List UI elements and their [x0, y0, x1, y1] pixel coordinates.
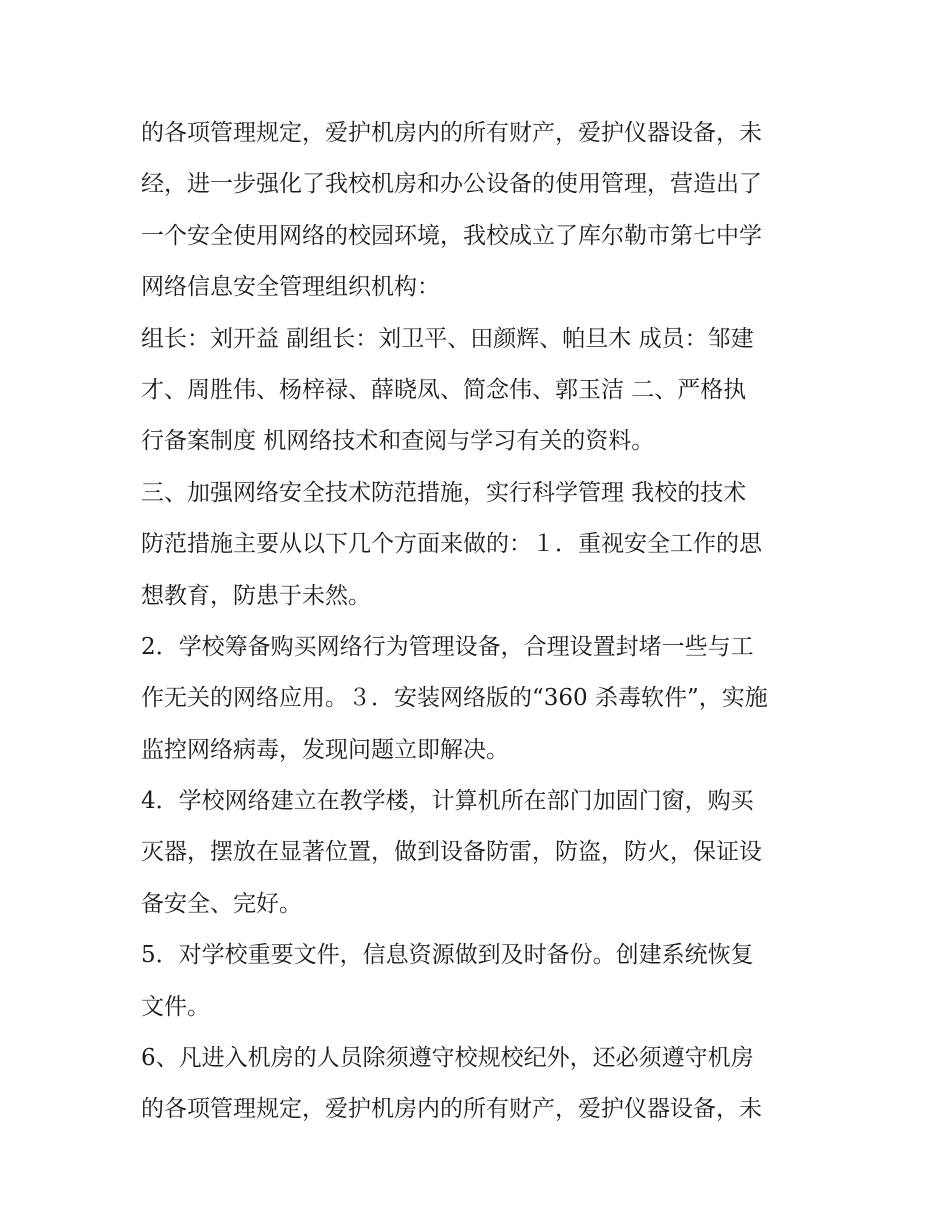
- text-line: 组长：刘开益 副组长：刘卫平、田颜辉、帕旦木 成员：邹建: [141, 325, 754, 352]
- document-body: [141, 108, 821, 1136]
- text-line: 备安全、完好。: [141, 890, 302, 917]
- text-line: 网络信息安全管理组织机构：: [141, 274, 440, 301]
- text-line: 三、加强网络安全技术防范措施，实行科学管理 我校的技术: [141, 479, 747, 506]
- text-line: 的各项管理规定，爱护机房内的所有财产，爱护仪器设备，未: [141, 1096, 762, 1123]
- text-line: 想教育，防患于未然。: [141, 582, 371, 609]
- text-line: 的各项管理规定，爱护机房内的所有财产，爱护仪器设备，未: [141, 120, 762, 146]
- text-line: 6、凡进入机房的人员除须遵守校规校纪外，还必须遵守机房: [141, 1045, 754, 1072]
- text-line: 一个安全使用网络的校园环境，我校成立了库尔勒市第七中学: [141, 222, 762, 249]
- text-line: 2．学校筹备购买网络行为管理设备，合理设置封堵一些与工: [141, 633, 754, 660]
- text-line: 灭器，摆放在显著位置，做到设备防雷，防盗，防火，保证设: [141, 839, 762, 866]
- text-line: 5．对学校重要文件，信息资源做到及时备份。创建系统恢复: [141, 942, 754, 969]
- text-line: 文件。: [141, 993, 210, 1020]
- text-line: 防范措施主要从以下几个方面来做的：１．重视安全工作的思: [141, 531, 762, 558]
- text-line: 作无关的网络应用。３．安装网络版的“360 杀毒软件”，实施: [141, 685, 768, 712]
- text-line: 经，进一步强化了我校机房和办公设备的使用管理，营造出了: [141, 171, 762, 198]
- text-line: 4．学校网络建立在教学楼，计算机所在部门加固门窗，购买: [141, 788, 754, 815]
- text-line: 行备案制度 机网络技术和查阅与学习有关的资料。: [141, 428, 655, 455]
- text-line: 监控网络病毒，发现问题立即解决。: [141, 736, 509, 763]
- text-line: 才、周胜伟、杨梓禄、薛晓凤、简念伟、郭玉洁 二、严格执: [141, 376, 747, 403]
